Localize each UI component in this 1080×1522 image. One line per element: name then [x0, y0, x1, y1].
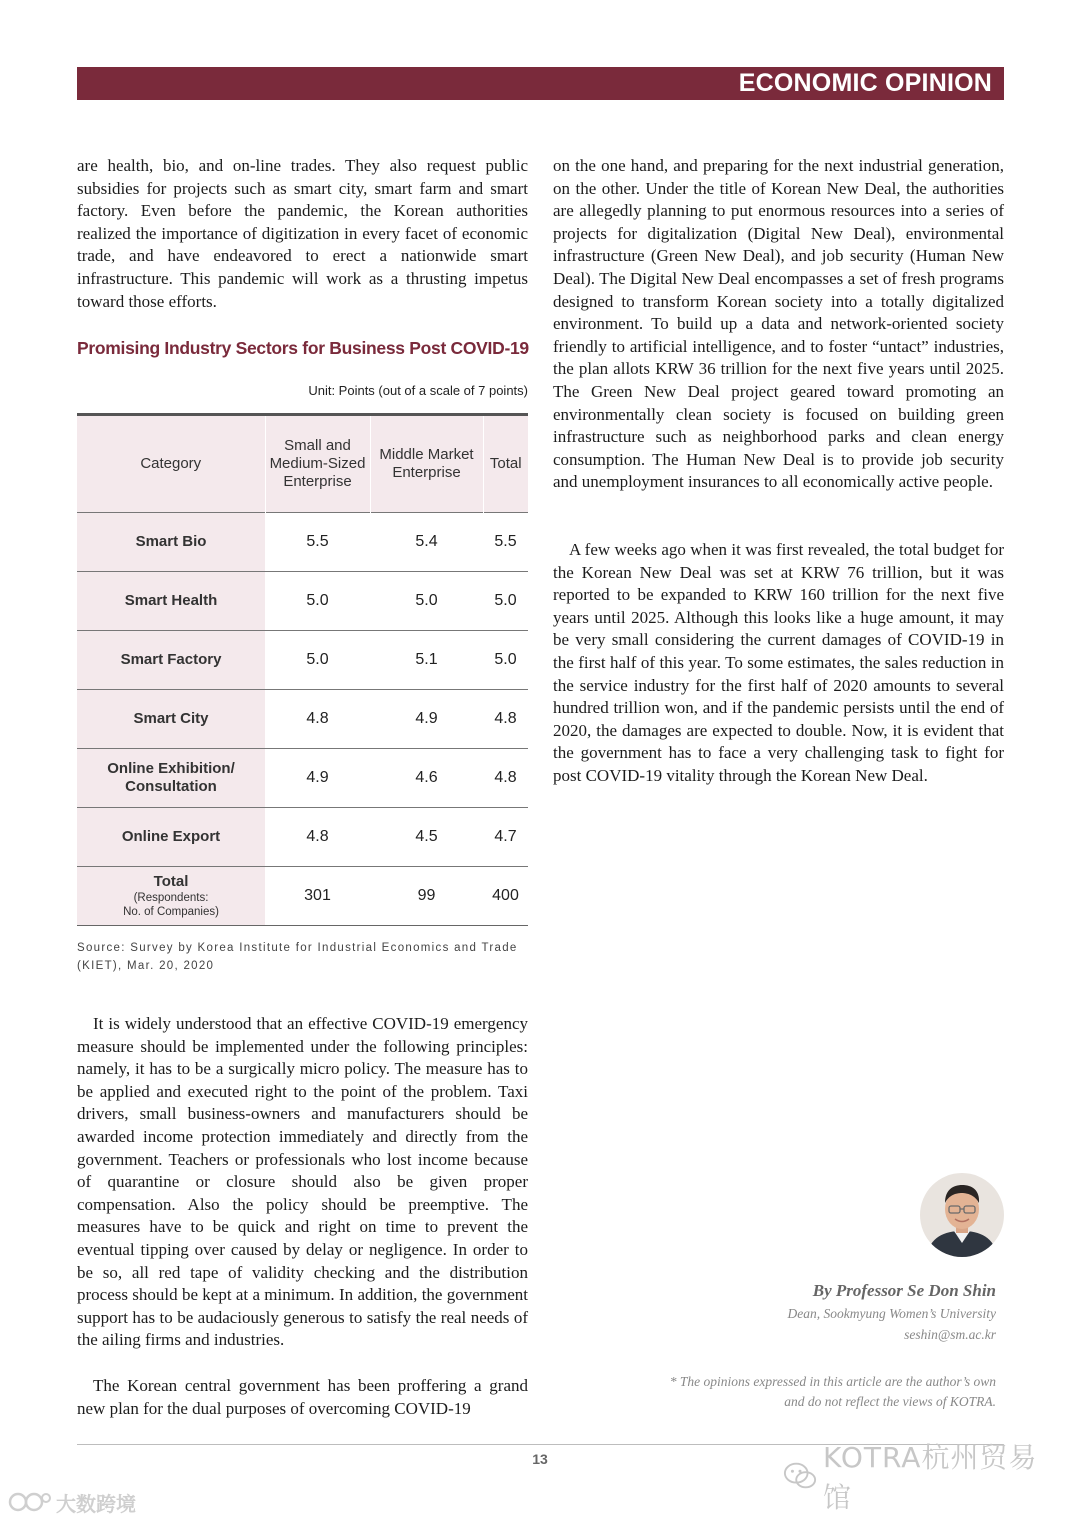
table-row [77, 749, 528, 808]
row-sme-value: 4.8 [265, 808, 370, 867]
row-category: Smart Bio [77, 513, 265, 572]
table-title: Promising Industry Sectors for Business Post COVID-19 [77, 338, 529, 358]
row-total-value: 4.7 [483, 808, 528, 867]
corner-watermark-text: 大数跨境 [56, 1491, 136, 1516]
table-source-note: Source: Survey by Korea Institute for Industrial Economics and Trade (KIET), Mar. 20, 2020 [77, 942, 518, 972]
total-sme-value: 301 [265, 867, 370, 926]
row-mme-value: 5.1 [370, 631, 483, 690]
author-byline: By Professor Se Don Shin [812, 1281, 996, 1300]
row-category: Smart Health [77, 572, 265, 631]
table-row [77, 631, 528, 690]
left-paragraph-3: The Korean central government has been proffering a grand new plan for the dual purposes of overcoming COVID-19 [77, 1376, 528, 1418]
author-email: seshin@sm.ac.kr [904, 1327, 996, 1342]
total-mme-value: 99 [370, 867, 483, 926]
header-bar [77, 67, 1004, 100]
wechat-watermark [783, 1441, 1053, 1514]
total-note-line-2: No. of Companies) [123, 906, 219, 918]
table-header-row [77, 415, 528, 513]
row-total-value: 5.5 [483, 513, 528, 572]
table-row [77, 690, 528, 749]
table-total-row [77, 867, 528, 926]
row-mme-value: 5.0 [370, 572, 483, 631]
row-total-value: 4.8 [483, 690, 528, 749]
total-label: Total [153, 873, 189, 890]
row-mme-value: 4.9 [370, 690, 483, 749]
disclaimer-line-2: and do not reflect the views of KOTRA. [784, 1394, 996, 1409]
total-total-value: 400 [483, 867, 528, 926]
header-mme: Middle Market Enterprise [370, 415, 483, 513]
industry-sectors-table [77, 413, 528, 926]
table-row [77, 572, 528, 631]
total-row-category [77, 867, 265, 926]
author-portrait-icon [920, 1173, 1004, 1257]
left-paragraph-1: are health, bio, and on-line trades. They also request public subsidies for projects such as smart city, smart farm and smart factory. Even before the pandemic, the Korean authorities realized the importance of digitization in every facet of economic trade, and have endeavored to erect a nationwide smart infrastructure. This pandemic will work as a thrusting impetus toward those efforts. [77, 156, 528, 311]
disclaimer-line-1: * The opinions expressed in this article are the author’s own [669, 1374, 996, 1389]
row-category: Online Exhibition/ Consultation [77, 749, 265, 808]
page-number: 13 [532, 1451, 548, 1467]
author-photo [920, 1173, 1004, 1257]
right-paragraph-1: on the one hand, and preparing for the next industrial generation, on the other. Under the title of Korean New Deal, the authorities are allegedly planning to put enormous resources into a series of projects for digitalization (Digital New Deal), environmental infrastructure (Green New Deal), and job security (Human New Deal). The Digital New Deal encompasses a set of fresh programs designed to transform Korean society into a totally digitalized environment. To build up a data and network-oriented society friendly to artificial intelligence, and to foster “untact” industries, the plan allots KRW 36 trillion for the next five years until 2025. The Green New Deal project geared toward promoting an environmentally clean society is focused on building green infrastructure such as neighborhood parks and clean energy consumption. The Human New Deal is to provide job security and unemployment insurances to all economically active people. [553, 156, 1004, 492]
row-sme-value: 5.0 [265, 572, 370, 631]
section-title: ECONOMIC OPINION [738, 69, 992, 97]
row-sme-value: 5.5 [265, 513, 370, 572]
row-mme-value: 5.4 [370, 513, 483, 572]
table-row [77, 808, 528, 867]
row-category: Online Export [77, 808, 265, 867]
row-mme-value: 4.5 [370, 808, 483, 867]
corner-watermark [8, 1486, 148, 1518]
row-category: Smart Factory [77, 631, 265, 690]
header-sme: Small and Medium-Sized Enterprise [265, 415, 370, 513]
row-mme-value: 4.6 [370, 749, 483, 808]
row-total-value: 4.8 [483, 749, 528, 808]
total-note-line-1: (Respondents: [133, 892, 209, 904]
left-paragraph-2: It is widely understood that an effective COVID-19 emergency measure should be implemented under the following principles: namely, it has to be a surgically micro policy. The measure has to be applied and executed right to the point of the problem. Taxi drivers, small business-owners and manufacturers should be awarded income protection immediately and directly from the government. Teachers or professionals who lost income because of quarantine or closure should also be given proper compensation. Also the policy should be preemptive. The measures have to be quick and right on time to prevent the eventual tipping over caused by delay or negligence. In order to be so, all red tape of validity checking and the distribution process should be kept at a minimum. In addition, the government support has to be audaciously generous to satisfy the real needs of the ailing firms and industries. [77, 1014, 528, 1350]
table-unit: Unit: Points (out of a scale of 7 points) [308, 383, 528, 398]
row-sme-value: 4.9 [265, 749, 370, 808]
row-sme-value: 4.8 [265, 690, 370, 749]
row-category: Smart City [77, 690, 265, 749]
wechat-icon [783, 1461, 817, 1491]
row-sme-value: 5.0 [265, 631, 370, 690]
disclaimer [560, 1372, 996, 1412]
table-row [77, 513, 528, 572]
header-total: Total [483, 415, 528, 513]
author-block [600, 1279, 996, 1345]
watermark-logo-icon [8, 1490, 52, 1514]
row-total-value: 5.0 [483, 631, 528, 690]
header-category: Category [77, 415, 265, 513]
row-total-value: 5.0 [483, 572, 528, 631]
author-affiliation: Dean, Sookmyung Women’s University [787, 1306, 996, 1321]
wechat-watermark-text: KOTRA杭州贸易馆 [823, 1441, 1038, 1514]
right-paragraph-2: A few weeks ago when it was first revealed, the total budget for the Korean New Deal was set at KRW 76 trillion, but it was reported to be expanded to KRW 160 trillion for the next five years until 2025. Although this looks like a huge amount, it may be very small considering the current damages of COVID-19 in the first half of this year. To some estimates, the sales reduction in the service industry for the first half of 2020 amounts to several hundred trillion won, and if the pandemic persists until the end of 2020, the damages are expected to double. Now, it is evident that the government has to face a very challenging task to fight for post COVID-19 vitality through the Korean New Deal. [553, 540, 1004, 785]
